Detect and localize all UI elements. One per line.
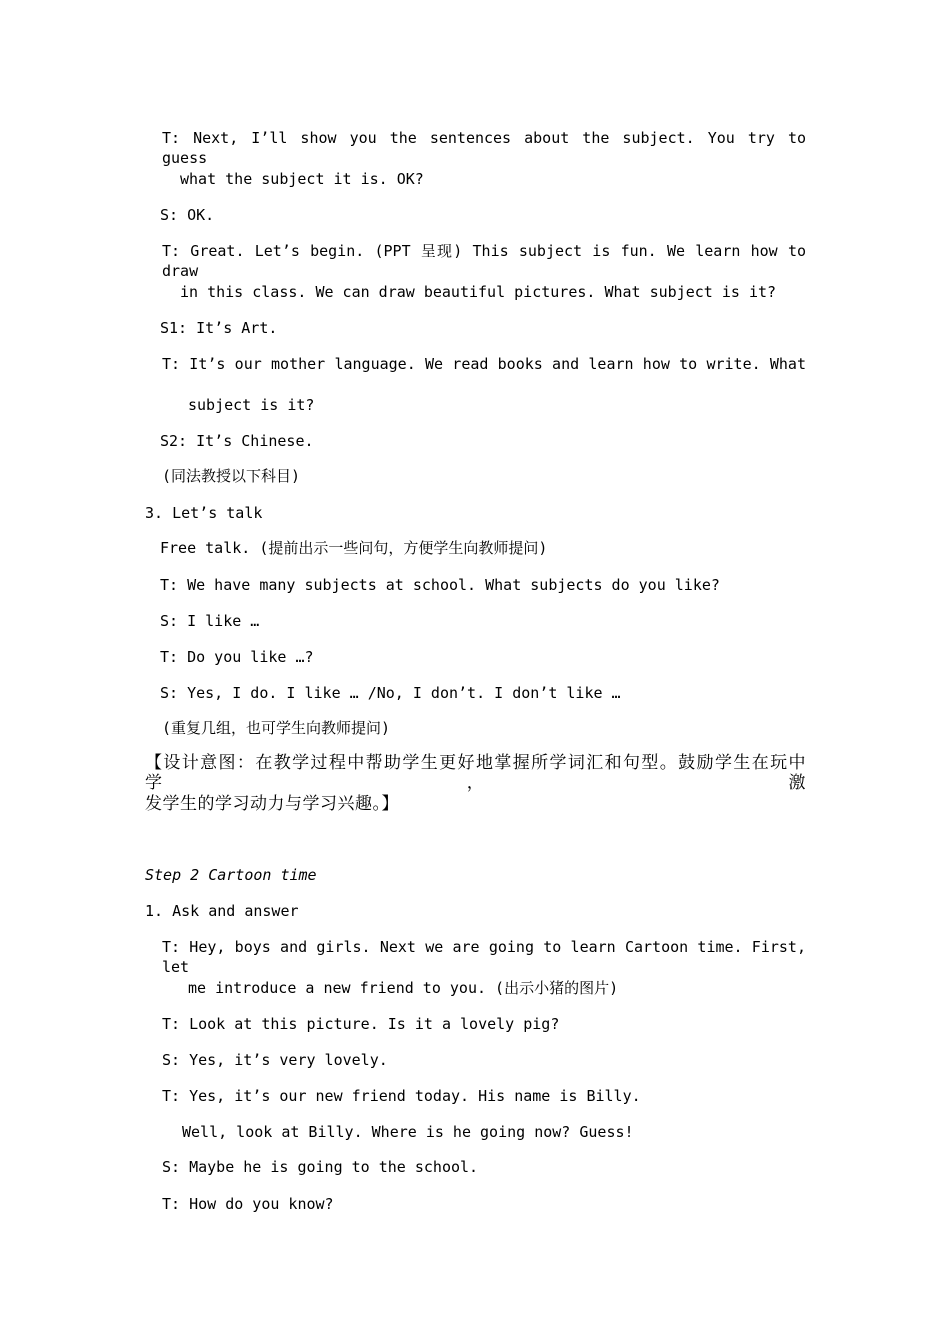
dialogue-line: S2: It’s Chinese. [160, 432, 314, 450]
dialogue-line: T: We have many subjects at school. What subjects do you like? [160, 576, 720, 594]
dialogue-line: T: Hey, boys and girls. Next we are going to learn Cartoon time. First, let [162, 938, 806, 976]
dialogue-line: T: Great. Let’s begin. (PPT 呈现) This subject is fun. We learn how to draw [162, 242, 806, 280]
teaching-note: (重复几组，也可学生向教师提问) [162, 719, 391, 737]
dialogue-line: S: Yes, it’s very lovely. [162, 1051, 388, 1069]
dialogue-line: S: I like … [160, 612, 260, 630]
step-heading: Step 2 Cartoon time [145, 866, 317, 884]
dialogue-line: T: How do you know? [162, 1195, 334, 1213]
dialogue-line: S1: It’s Art. [160, 319, 278, 337]
teaching-note: (同法教授以下科目) [162, 467, 301, 485]
dialogue-line: T: Do you like …? [160, 648, 314, 666]
dialogue-line: Well, look at Billy. Where is he going now? Guess! [182, 1123, 634, 1141]
dialogue-line: T: It’s our mother language. We read books and learn how to write. What [162, 355, 806, 373]
section-heading: 1. Ask and answer [145, 902, 299, 920]
dialogue-line: T: Look at this picture. Is it a lovely pig? [162, 1015, 560, 1033]
dialogue-line: me introduce a new friend to you. (出示小猪的图片) [188, 979, 619, 997]
section-heading: 3. Let’s talk [145, 504, 263, 522]
dialogue-line: in this class. We can draw beautiful pictures. What subject is it? [180, 283, 777, 301]
dialogue-line: S: Maybe he is going to the school. [162, 1158, 479, 1176]
dialogue-line: T: Yes, it’s our new friend today. His name is Billy. [162, 1087, 641, 1105]
dialogue-line: T: Next, I’ll show you the sentences about the subject. You try to guess [162, 129, 806, 167]
dialogue-line: S: OK. [160, 206, 215, 224]
design-intent-text: 发学生的学习动力与学习兴趣。】 [145, 794, 399, 814]
dialogue-line: what the subject it is. OK? [180, 170, 424, 188]
dialogue-line: subject is it? [188, 396, 315, 414]
instruction-line: Free talk. (提前出示一些问句，方便学生向教师提问) [160, 539, 548, 557]
design-intent-text: 【设计意图：在教学过程中帮助学生更好地掌握所学词汇和句型。鼓励学生在玩中学，激 [145, 753, 806, 793]
dialogue-line: S: Yes, I do. I like … /No, I don’t. I don’t like … [160, 684, 621, 702]
